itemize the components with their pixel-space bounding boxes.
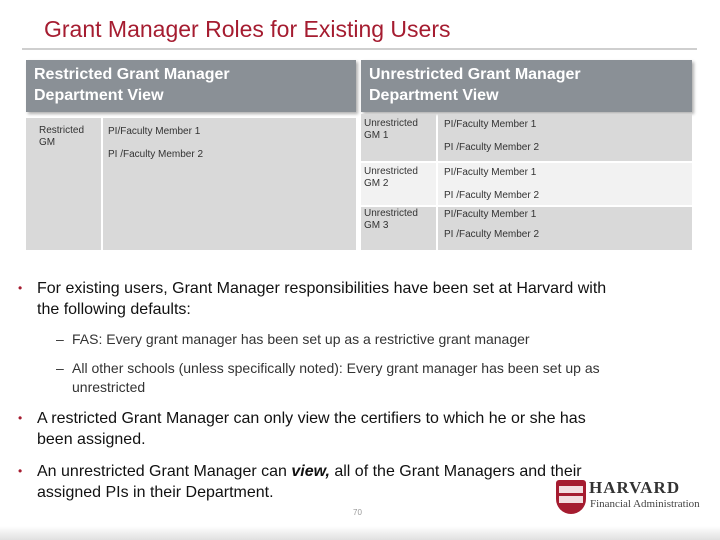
list-item: PI /Faculty Member 2 <box>444 190 540 201</box>
title-divider <box>22 48 697 50</box>
list-item: PI /Faculty Member 2 <box>108 149 204 160</box>
bullet-text: A restricted Grant Manager can only view the certifiers to which he or she has <box>37 410 586 427</box>
list-item: PI/Faculty Member 1 <box>444 167 537 178</box>
bullet-emphasis: view, <box>291 463 330 480</box>
list-item: PI /Faculty Member 2 <box>444 229 540 240</box>
bullet-dot-icon: • <box>18 464 23 478</box>
list-item: PI/Faculty Member 1 <box>444 119 537 130</box>
unrestricted-view-header <box>361 60 692 112</box>
sub-bullet-text: FAS: Every grant manager has been set up as a restrictive grant manager <box>72 331 530 347</box>
list-item: PI/Faculty Member 1 <box>444 209 537 220</box>
slide-title: Grant Manager Roles for Existing Users <box>44 16 451 42</box>
bottom-bar <box>0 526 720 540</box>
bullet-dot-icon: • <box>18 411 23 425</box>
bullet-text: For existing users, Grant Manager responsibilities have been set at Harvard with <box>37 280 607 297</box>
page-number: 70 <box>353 508 362 517</box>
bullet-text: assigned PIs in their Department. <box>37 484 274 501</box>
logo-subtitle: Financial Administration <box>590 498 700 510</box>
unrestricted-header-line1: Unrestricted Grant Manager <box>369 66 581 83</box>
list-item: PI/Faculty Member 1 <box>108 126 201 137</box>
sub-bullet-text: All other schools (unless specifically noted): Every grant manager has been set up as <box>72 360 600 376</box>
restricted-view-header <box>26 60 356 112</box>
dash-icon: – <box>56 331 64 347</box>
unrestricted-role-label: GM 1 <box>364 130 389 141</box>
unrestricted-role-label: GM 2 <box>364 178 389 189</box>
restricted-role-cell <box>26 118 101 250</box>
list-item: PI /Faculty Member 2 <box>444 142 540 153</box>
bullet-text: An unrestricted Grant Manager can <box>37 463 292 480</box>
unrestricted-role-label: Unrestricted <box>364 118 418 129</box>
unrestricted-role-label: Unrestricted <box>364 166 418 177</box>
logo-name: HARVARD <box>589 478 681 497</box>
unrestricted-role-label: Unrestricted <box>364 208 418 219</box>
bullet-text: been assigned. <box>37 431 146 448</box>
harvard-logo <box>556 478 706 518</box>
restricted-role-label-2: GM <box>39 137 56 148</box>
restricted-header-line1: Restricted Grant Manager <box>34 66 230 83</box>
bullet-text: the following defaults: <box>37 301 191 318</box>
sub-bullet-text: unrestricted <box>72 379 146 395</box>
restricted-role-label-1: Restricted <box>39 125 85 136</box>
unrestricted-header-line2: Department View <box>369 87 499 104</box>
bullet-text: all of the Grant Managers and their <box>329 463 582 480</box>
dash-icon: – <box>56 360 64 376</box>
unrestricted-role-label: GM 3 <box>364 220 389 231</box>
harvard-shield-icon <box>556 480 586 514</box>
bullet-dot-icon: • <box>18 281 23 295</box>
restricted-header-line2: Department View <box>34 87 164 104</box>
